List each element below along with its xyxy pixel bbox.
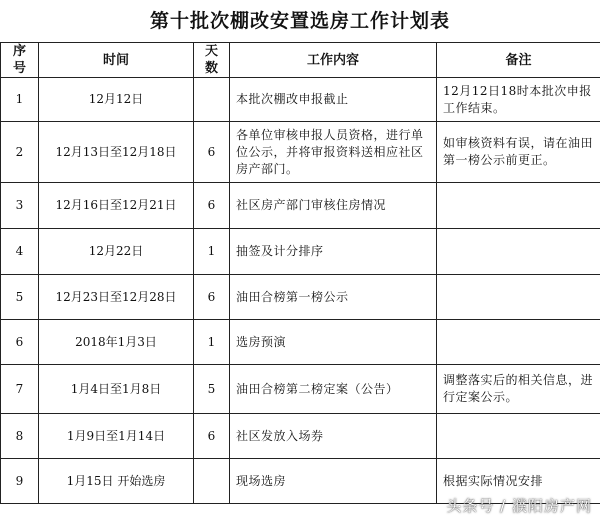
cell-days: 6: [194, 275, 230, 320]
cell-time: 12月22日: [39, 229, 194, 275]
cell-content: 选房预演: [230, 320, 437, 365]
cell-time: 12月23日至12月28日: [39, 275, 194, 320]
cell-note: [437, 183, 600, 229]
cell-no: 4: [1, 229, 39, 275]
table-row: [1, 122, 600, 183]
cell-time: 1月4日至1月8日: [39, 365, 194, 414]
cell-days: 1: [194, 229, 230, 275]
cell-time: 2018年1月3日: [39, 320, 194, 365]
cell-time: 12月13日至12月18日: [39, 122, 194, 183]
cell-no: 5: [1, 275, 39, 320]
cell-content: 社区房产部门审核住房情况: [230, 183, 437, 229]
cell-note: [437, 229, 600, 275]
header-note: 备注: [437, 43, 600, 78]
table-row: [1, 78, 600, 122]
cell-content: 各单位审核申报人员资格，进行单位公示，并将审报资料送相应社区房产部门。: [230, 122, 437, 183]
cell-days: 6: [194, 414, 230, 459]
cell-note: 如审核资料有误，请在油田第一榜公示前更正。: [437, 122, 600, 183]
table-header-row: [1, 43, 600, 78]
cell-days: 1: [194, 320, 230, 365]
cell-note: 调整落实后的相关信息，进行定案公示。: [437, 365, 600, 414]
cell-time: 1月15日 开始选房: [39, 459, 194, 504]
table-row: [1, 414, 600, 459]
cell-no: 7: [1, 365, 39, 414]
cell-no: 1: [1, 78, 39, 122]
cell-note: [437, 320, 600, 365]
cell-content: 油田合榜第二榜定案（公告）: [230, 365, 437, 414]
cell-days: [194, 459, 230, 504]
cell-days: 6: [194, 122, 230, 183]
cell-days: 6: [194, 183, 230, 229]
schedule-table: [0, 42, 600, 504]
cell-content: 抽签及计分排序: [230, 229, 437, 275]
cell-days: [194, 78, 230, 122]
cell-content: 油田合榜第一榜公示: [230, 275, 437, 320]
cell-note: [437, 414, 600, 459]
cell-note: 12月12日18时本批次申报工作结束。: [437, 78, 600, 122]
cell-days: 5: [194, 365, 230, 414]
cell-time: 12月16日至12月21日: [39, 183, 194, 229]
cell-content: 社区发放入场券: [230, 414, 437, 459]
cell-no: 2: [1, 122, 39, 183]
table-row: [1, 275, 600, 320]
document-title: 第十批次棚改安置选房工作计划表: [149, 10, 450, 32]
table-row: [1, 365, 600, 414]
cell-no: 6: [1, 320, 39, 365]
source-watermark: 头条号 / 濮阳房产网: [446, 497, 592, 515]
cell-time: 1月9日至1月14日: [39, 414, 194, 459]
cell-note: 根据实际情况安排: [437, 459, 600, 504]
table-row: [1, 320, 600, 365]
header-no: 序号: [1, 43, 39, 78]
header-days: 天数: [194, 43, 230, 78]
cell-note: [437, 275, 600, 320]
table-row: [1, 229, 600, 275]
cell-no: 9: [1, 459, 39, 504]
header-content: 工作内容: [230, 43, 437, 78]
cell-content: 现场选房: [230, 459, 437, 504]
cell-no: 3: [1, 183, 39, 229]
table-row: [1, 183, 600, 229]
cell-content: 本批次棚改申报截止: [230, 78, 437, 122]
cell-no: 8: [1, 414, 39, 459]
cell-time: 12月12日: [39, 78, 194, 122]
header-time: 时间: [39, 43, 194, 78]
